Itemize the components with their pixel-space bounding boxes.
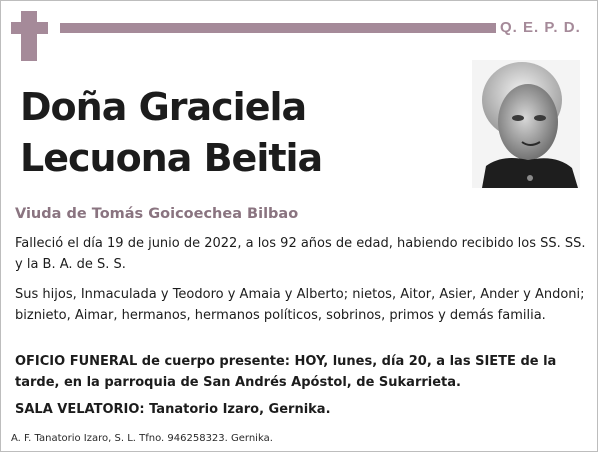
name-line-1: Doña Graciela (20, 85, 307, 129)
portrait-photo (472, 60, 580, 188)
death-notice-text: Falleció el día 19 de junio de 2022, a los 92 años de edad, habiendo recibido los SS. SS. y la B. A. de S. S. (15, 236, 586, 272)
cross-horizontal-bar (11, 22, 48, 34)
funeral-text: OFICIO FUNERAL de cuerpo presente: HOY, lunes, día 20, a las SIETE de la tarde, en la parroquia de San Andrés Apóstol, de Sukarrieta. (15, 354, 557, 390)
subtitle-widow: Viuda de Tomás Goicoechea Bilbao (15, 206, 299, 222)
qepd-label: Q. E. P. D. (500, 19, 581, 36)
wake-text: SALA VELATORIO: Tanatorio Izaro, Gernika. (15, 402, 331, 417)
family-text: Sus hijos, Inmaculada y Teodoro y Amaia y Alberto; nietos, Aitor, Asier, Ander y Andoni; biznieto, Aimar, hermanos, hermanos políticos, sobrinos, primos y demás familia. (15, 287, 585, 323)
name-line-2: Lecuona Beitia (20, 136, 323, 180)
deceased-name (20, 82, 460, 184)
funeral-home-footer: A. F. Tanatorio Izaro, S. L. Tfno. 946258323. Gernika. (11, 433, 273, 444)
header-divider-bar (60, 23, 496, 33)
cross-vertical-bar (21, 11, 37, 61)
